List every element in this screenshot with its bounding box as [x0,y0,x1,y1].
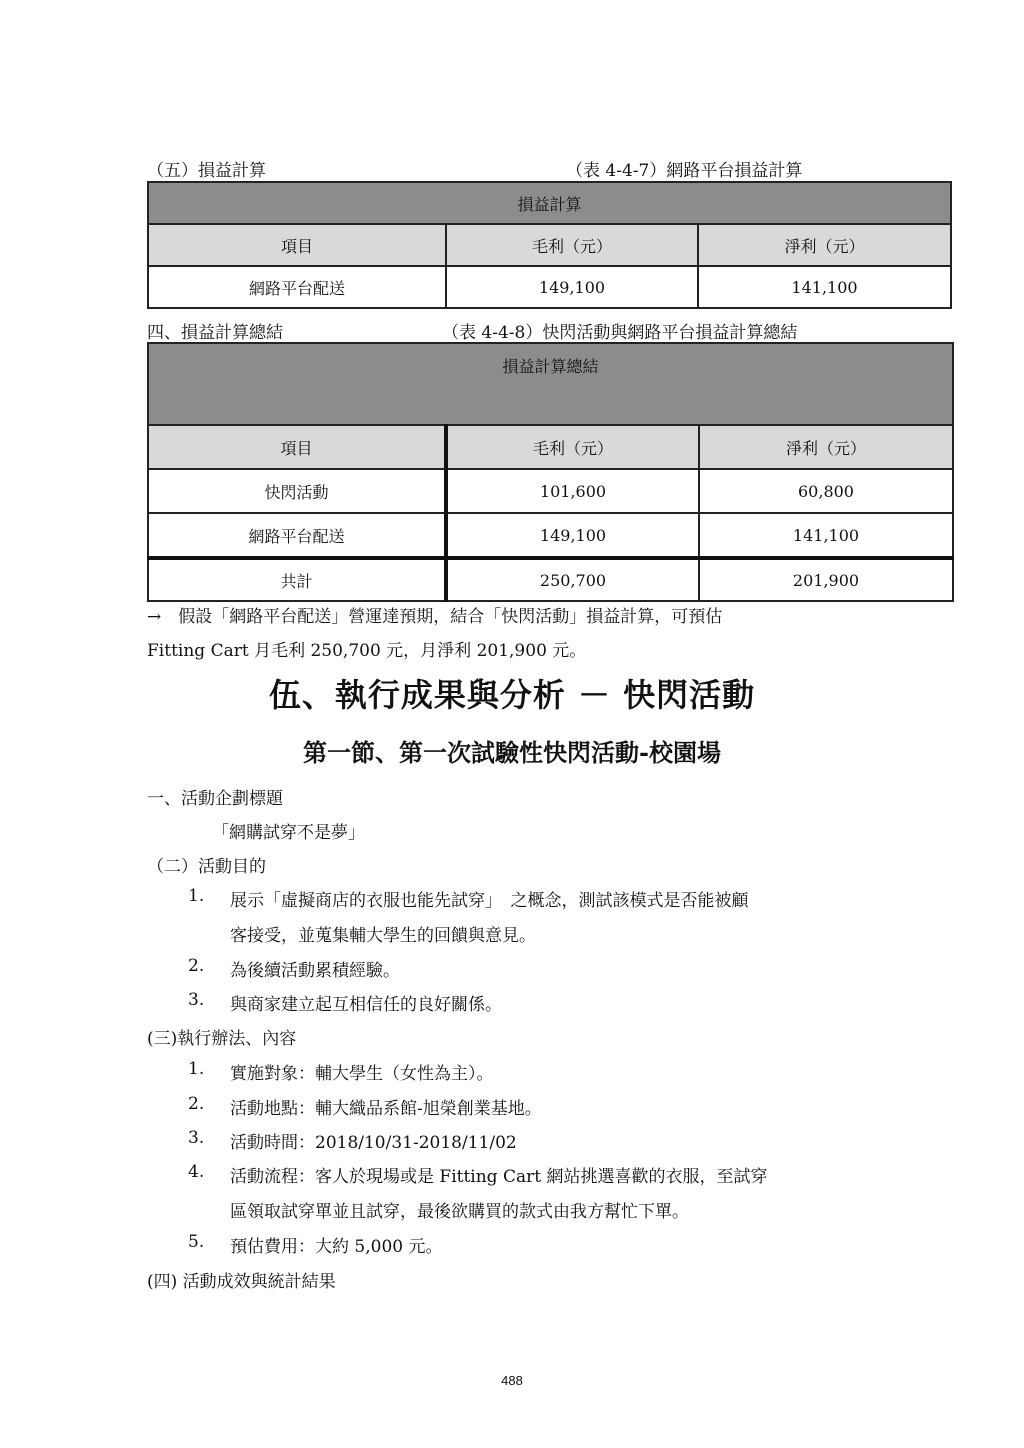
cell-gross: 101,600 [446,469,699,513]
cell-gross: 149,100 [446,266,698,308]
list-item-continued: 客接受，並蒐集輔大學生的回饋與意見。 [230,926,536,946]
column-header-item: 項目 [148,425,446,469]
list-number: 2. [188,1094,205,1114]
summary-line-2: Fitting Cart 月毛利 250,700 元，月淨利 201,900 元。 [147,641,587,661]
list-item: 預估費用：大約 5,000 元。 [230,1237,443,1257]
cell-item: 網路平台配送 [148,266,446,308]
table-row [148,266,951,308]
event-title-text: 「網購試穿不是夢」 [212,823,365,843]
list-item: 活動時間：2018/10/31-2018/11/02 [230,1133,517,1153]
list-number: 1. [188,886,205,906]
list-item-continued: 區領取試穿單並且試穿，最後欲購買的款式由我方幫忙下單。 [230,1202,689,1222]
profit-table [147,181,952,309]
column-header-net: 淨利（元） [698,224,951,266]
list-number: 2. [188,956,205,976]
list-number: 3. [188,1128,205,1148]
list-item: 活動流程：客人於現場或是 Fitting Cart 網站挑選喜歡的衣服，至試穿 [230,1167,768,1187]
column-header-net: 淨利（元） [699,425,953,469]
cell-net: 141,100 [698,266,951,308]
table-title: 損益計算總結 [148,343,953,425]
column-header-gross: 毛利（元） [446,425,699,469]
column-header-gross: 毛利（元） [446,224,698,266]
list-item: 活動地點：輔大織品系館-旭榮創業基地。 [230,1099,542,1119]
list-number: 5. [188,1232,205,1252]
heading-method: (三)執行辦法、內容 [147,1029,297,1049]
table-row [148,469,953,513]
page-number: 488 [501,1373,523,1388]
list-number: 3. [188,990,205,1010]
heading-event-title: 一、活動企劃標題 [147,789,283,809]
list-item: 實施對象：輔大學生（女性為主）。 [230,1064,494,1084]
section-title: 第一節、第一次試驗性快閃活動-校園場 [303,738,721,767]
summary-table [147,342,954,602]
column-header-item: 項目 [148,224,446,266]
table-caption-4-4-7: （表 4-4-7）網路平台損益計算 [566,161,803,181]
summary-line-1: → 假設「網路平台配送」營運達預期，結合「快閃活動」損益計算，可預估 [147,607,723,627]
cell-net: 60,800 [699,469,953,513]
list-item: 為後續活動累積經驗。 [230,961,400,981]
heading-purpose: （二）活動目的 [147,857,266,877]
section-label-summary: 四、損益計算總結 [147,323,283,343]
cell-total-gross: 250,700 [446,558,699,601]
cell-total-net: 201,900 [699,558,953,601]
cell-item: 網路平台配送 [148,513,446,558]
table-caption-4-4-8: （表 4-4-8）快閃活動與網路平台損益計算總結 [442,323,798,343]
cell-gross: 149,100 [446,513,699,558]
list-number: 1. [188,1059,205,1079]
cell-total-label: 共計 [148,558,446,601]
heading-results: (四) 活動成效與統計結果 [147,1272,336,1292]
list-number: 4. [188,1162,205,1182]
chapter-title: 伍、執行成果與分析 － 快閃活動 [268,676,756,714]
list-item: 與商家建立起互相信任的良好關係。 [230,995,502,1015]
cell-net: 141,100 [699,513,953,558]
section-label-profit-calc: （五）損益計算 [147,161,266,181]
cell-item: 快閃活動 [148,469,446,513]
list-item: 展示「虛擬商店的衣服也能先試穿」 之概念，測試該模式是否能被顧 [230,891,749,911]
table-total-row [148,558,953,601]
table-row [148,513,953,558]
table-title: 損益計算 [148,182,951,224]
